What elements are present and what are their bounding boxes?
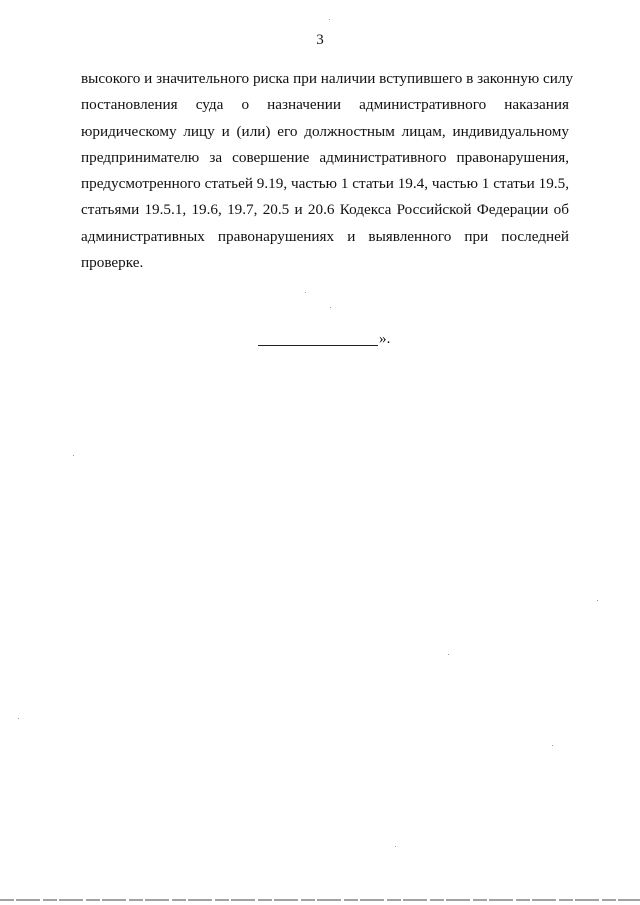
scan-speck bbox=[18, 718, 19, 719]
scan-bottom-edge bbox=[0, 899, 640, 901]
scan-speck bbox=[329, 19, 330, 20]
closing-rule bbox=[258, 329, 390, 349]
paragraph-line: предпринимателю за совершение административного правонарушения, bbox=[81, 148, 569, 166]
scan-speck bbox=[448, 654, 449, 655]
paragraph-line: статьями 19.5.1, 19.6, 19.7, 20.5 и 20.6 Кодекса Российской Федерации об bbox=[81, 201, 569, 219]
body-paragraph bbox=[81, 66, 574, 276]
paragraph-line: административных правонарушениях и выявленного при последней bbox=[81, 227, 569, 245]
paragraph-line-last: проверке. bbox=[81, 254, 144, 272]
scan-speck bbox=[73, 455, 74, 456]
page-number: 3 bbox=[316, 32, 324, 48]
paragraph-line: постановления суда о назначении административного наказания bbox=[81, 96, 569, 114]
scan-speck bbox=[395, 846, 396, 847]
scan-speck bbox=[552, 745, 553, 746]
paragraph-line: юридическому лицу и (или) его должностным лицам, индивидуальному bbox=[81, 122, 569, 140]
paragraph-line: предусмотренного статьей 9.19, частью 1 статьи 19.4, частью 1 статьи 19.5, bbox=[81, 175, 569, 193]
paragraph-line: высокого и значительного риска при наличии вступившего в законную силу bbox=[81, 70, 574, 87]
scan-speck bbox=[305, 292, 306, 293]
signature-line bbox=[258, 345, 378, 346]
closing-quote-mark: ». bbox=[379, 330, 391, 347]
scan-speck bbox=[597, 600, 598, 601]
scan-speck bbox=[330, 307, 331, 308]
